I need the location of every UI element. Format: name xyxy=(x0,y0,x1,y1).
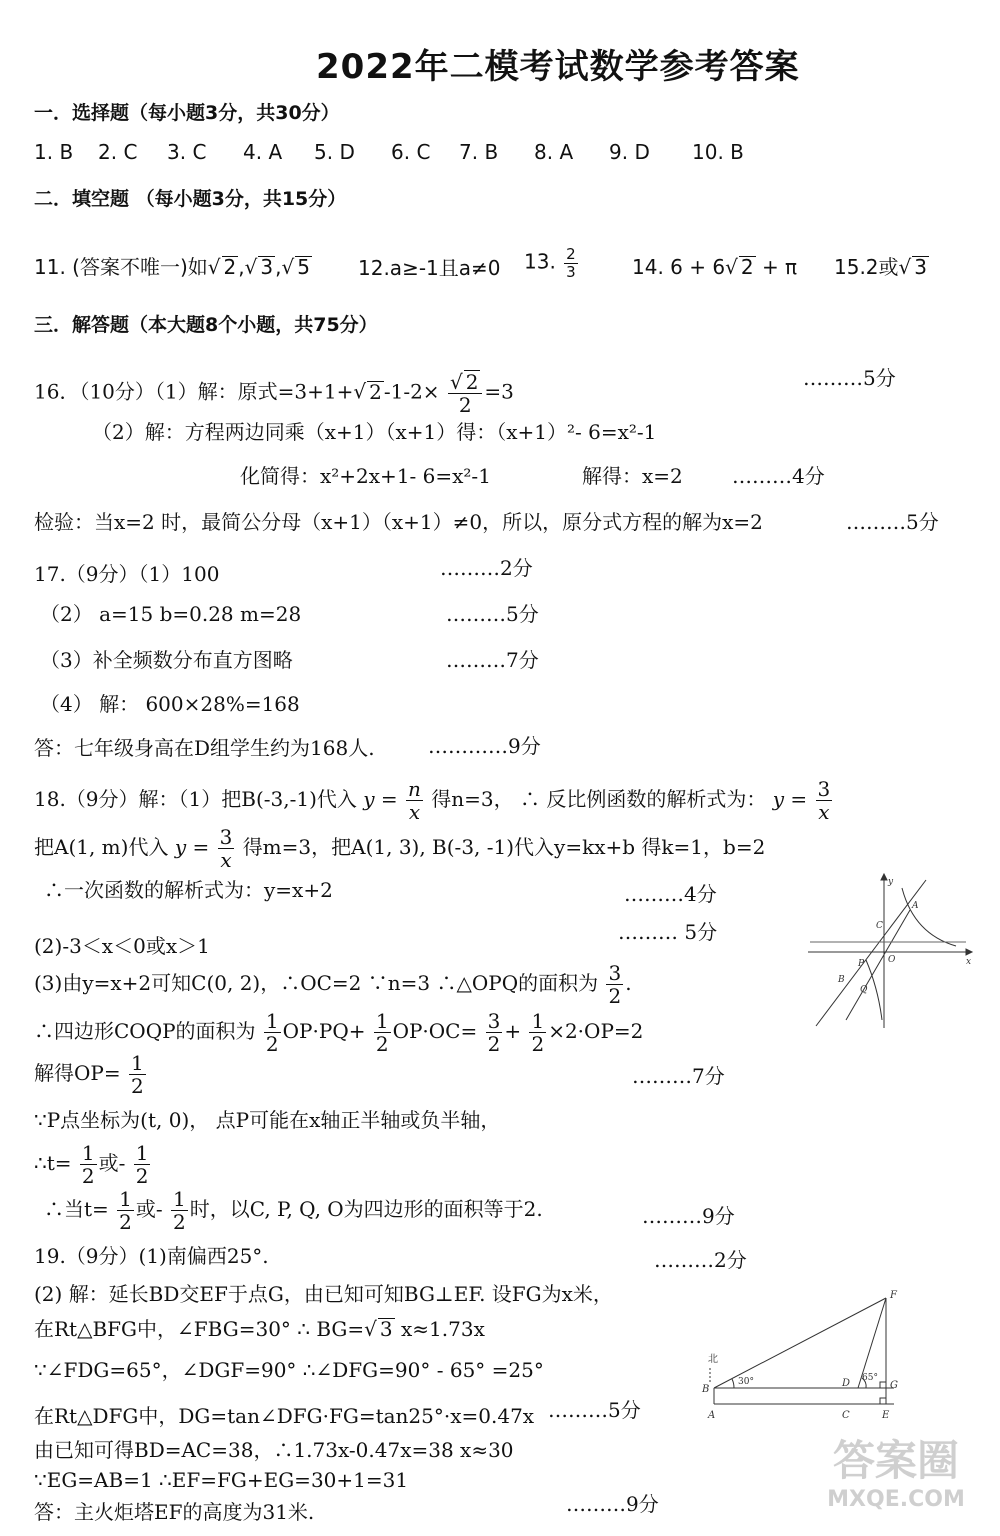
fraction-denominator: 2 xyxy=(458,393,472,417)
answer-13 xyxy=(524,246,580,280)
score-mark: ……… 5分 xyxy=(618,920,718,944)
q17-line2: （2） a=15 b=0.28 m=28 xyxy=(40,602,302,626)
fraction-numerator: 1 xyxy=(130,1051,144,1075)
fig18-label-y: y xyxy=(888,877,894,887)
q17-line1: 17.（9分）（1）100 xyxy=(34,562,220,586)
choice-answer: 9. D xyxy=(609,140,650,164)
q16-line1-c: =3 xyxy=(484,379,514,404)
fig19-label-a: A xyxy=(708,1410,716,1421)
score-mark: ………2分 xyxy=(440,556,533,580)
answer-14: 14. 6 + 6√ 2 + π xyxy=(632,255,798,279)
fig19-north-label: 北 xyxy=(708,1354,718,1365)
score-mark: ………9分 xyxy=(566,1492,659,1516)
score-mark: ………5分 xyxy=(803,366,896,390)
section-heading-solve: 三．解答题（本大题8个小题，共75分） xyxy=(34,314,378,336)
watermark-logo xyxy=(806,1436,986,1526)
fig19-angle-30: 30° xyxy=(738,1377,754,1387)
choice-answer: 2. C xyxy=(98,140,138,164)
sqrt-2: 2 xyxy=(740,255,754,279)
fraction-numerator: 3 xyxy=(487,1009,501,1033)
answer-12: 12.a≥-1且a≠0 xyxy=(358,256,501,280)
q18-line7 xyxy=(34,1052,148,1097)
section-heading-fill: 二．填空题 （每小题3分，共15分） xyxy=(34,188,347,210)
q16-line1-a: 16．（10分）（1）解：原式=3+1+ xyxy=(34,379,354,404)
choice-answer: 5. D xyxy=(314,140,355,164)
fig18-label-q: Q xyxy=(860,985,868,995)
q17-line5: 答：七年级身高在D组学生约为168人. xyxy=(34,736,375,760)
fraction-numerator: 1 xyxy=(531,1009,545,1033)
choice-answer: 10. B xyxy=(692,140,744,164)
fraction-denominator: 2 xyxy=(173,1210,186,1234)
fraction-denominator: 2 xyxy=(265,1032,279,1056)
score-mark: ………5分 xyxy=(446,602,539,626)
watermark-url: MXQE.COM xyxy=(827,1487,965,1512)
answer-14-text: 14. 6 + 6 xyxy=(632,255,726,279)
fraction-numerator: 2 xyxy=(566,245,576,263)
q18-line9 xyxy=(34,1142,152,1187)
q18-line10-c: 时，以C, P, Q, O为四边形的面积等于2. xyxy=(189,1197,543,1221)
q19-line2: (2) 解：延长BD交EF于点G，由已知可知BG⊥EF. 设FG为x米， xyxy=(34,1282,613,1306)
fraction-denominator: 2 xyxy=(608,984,622,1008)
choice-answer: 3. C xyxy=(167,140,207,164)
fraction-numerator: 1 xyxy=(265,1009,279,1033)
score-mark: ………5分 xyxy=(846,510,939,534)
fraction-numerator: 1 xyxy=(135,1141,149,1165)
q16-line1-b: -1-2× xyxy=(383,379,440,404)
page-title: 2022年二模考试数学参考答案 xyxy=(316,47,800,87)
fig19-label-b: B xyxy=(702,1384,710,1395)
q17-line4: （4） 解： 600×28%=168 xyxy=(40,692,300,716)
fraction-numerator: 1 xyxy=(173,1187,186,1211)
equation-y: y = xyxy=(772,787,808,811)
q19-line3-a: 在Rt△BFG中，∠FBG=30° ∴ BG= xyxy=(34,1317,365,1341)
score-mark: ………4分 xyxy=(732,464,825,488)
q18-line9-b: 或- xyxy=(98,1151,126,1175)
sqrt-2: 2 xyxy=(369,379,382,404)
q17-line3: （3）补全频数分布直方图略 xyxy=(40,648,293,672)
fraction-denominator: 2 xyxy=(487,1032,501,1056)
q16-line2: （2）解：方程两边同乘（x+1）（x+1）得：（x+1）²- 6=x²-1 xyxy=(92,420,657,444)
q18-line1-a: 18.（9分）解：（1）把B(-3,-1)代入 xyxy=(34,787,357,811)
q16-line4: 检验：当x=2 时，最简公分母（x+1）（x+1）≠0，所以，原分式方程的解为x=2 xyxy=(34,510,763,534)
score-mark: ………2分 xyxy=(654,1248,747,1272)
fraction-numerator: n xyxy=(408,777,421,801)
score-mark: ………4分 xyxy=(624,882,717,906)
answer-15-text: 15.2或 xyxy=(834,255,899,279)
choice-answer: 6. C xyxy=(391,140,431,164)
q19-line1: 19.（9分）(1)南偏西25°. xyxy=(34,1244,269,1268)
q16-line3-result: 解得：x=2 xyxy=(582,464,683,488)
fraction-numerator: 1 xyxy=(119,1187,132,1211)
fraction-numerator: 1 xyxy=(375,1009,389,1033)
fraction-denominator: 2 xyxy=(81,1164,95,1188)
q18-line2-a: 把A(1, m)代入 xyxy=(34,835,169,859)
q18-line10 xyxy=(44,1188,543,1233)
q18-line6-e: ×2·OP=2 xyxy=(548,1019,644,1043)
fraction-denominator: x xyxy=(818,800,830,824)
fig18-label-c: C xyxy=(876,921,883,931)
equation-y: y = xyxy=(174,835,210,859)
sqrt-2: 2 xyxy=(465,370,479,394)
q19-line6: 由已知可得BD=AC=38，∴1.73x-0.47x=38 x≈30 xyxy=(34,1438,514,1462)
fraction-numerator: 3 xyxy=(219,825,233,849)
q18-line1 xyxy=(34,778,834,823)
q18-line6-c: OP·OC= xyxy=(392,1019,478,1043)
fraction-numerator: 1 xyxy=(81,1141,95,1165)
fig19-label-f: F xyxy=(890,1290,897,1301)
fraction-denominator: 2 xyxy=(130,1074,144,1098)
sqrt-3: 3 xyxy=(914,255,928,279)
score-mark: ………9分 xyxy=(642,1204,735,1228)
fig18-label-b: B xyxy=(838,975,845,985)
fig19-label-c: C xyxy=(842,1410,850,1421)
q18-line5-a: (3)由y=x+2可知C(0, 2)，∴OC=2 ∵n=3 ∴△OPQ的面积为 xyxy=(34,971,599,995)
fraction-denominator: 2 xyxy=(135,1164,149,1188)
score-mark: …………9分 xyxy=(428,734,541,758)
choice-answer: 7. B xyxy=(459,140,499,164)
q18-line1-b: 得n=3， ∴ 反比例函数的解析式为： xyxy=(431,787,767,811)
q18-line5: (3)由y=x+2可知C(0, 2)，∴OC=2 ∵n=3 ∴△OPQ的面积为 $\frac{3}{2}$ . xyxy=(34,961,632,1008)
fraction-denominator: 2 xyxy=(119,1210,132,1234)
fraction-numerator: 3 xyxy=(608,961,622,985)
answer-13-label: 13. xyxy=(524,249,556,274)
sqrt-3: 3 xyxy=(260,255,274,279)
q18-line7-text: 解得OP= xyxy=(34,1061,121,1085)
section-heading-choice: 一．选择题（每小题3分，共30分） xyxy=(34,102,340,124)
sqrt-2: 2 xyxy=(223,255,237,279)
fig18-label-p: P xyxy=(858,959,865,969)
q18-line2 xyxy=(34,826,765,871)
q16-line1: 16．（10分）（1）解：原式=3+1+√ 2 -1-2× $\frac{√ 2}{2}$ =3 xyxy=(34,370,514,417)
q18-line10-a: ∴当t= xyxy=(44,1197,109,1221)
q16-line3: 化简得：x²+2x+1- 6=x²-1 xyxy=(240,464,491,488)
q18-line8: ∵P点坐标为(t, 0)， 点P可能在x轴正半轴或负半轴， xyxy=(34,1108,501,1132)
score-mark: ………5分 xyxy=(548,1398,641,1422)
answer-15: 15.2或√ 3 xyxy=(834,255,928,279)
score-mark: ………7分 xyxy=(632,1064,725,1088)
q19-line4: ∵∠FDG=65°，∠DGF=90° ∴∠DFG=90° - 65° =25° xyxy=(34,1358,544,1382)
answer-14-tail: + π xyxy=(761,255,798,279)
sqrt-5: 5 xyxy=(297,255,310,279)
fraction-denominator: x xyxy=(220,848,232,872)
q18-line9-a: ∴t= xyxy=(34,1151,72,1175)
choice-answer: 8. A xyxy=(534,140,574,164)
fraction-denominator: x xyxy=(408,800,421,824)
fig18-label-x: x xyxy=(966,957,972,967)
fraction-denominator: 2 xyxy=(531,1032,545,1056)
fig18-label-o: O xyxy=(888,955,896,965)
q18-line3: ∴一次函数的解析式为：y=x+2 xyxy=(44,878,333,902)
q19-line8: 答：主火炬塔EF的高度为31米. xyxy=(34,1500,315,1524)
q19-tower-figure xyxy=(690,1284,920,1424)
fraction-numerator: 3 xyxy=(817,777,831,801)
watermark-text: 答案圈 xyxy=(832,1436,959,1485)
fig19-label-e: E xyxy=(882,1410,890,1421)
score-mark: ………7分 xyxy=(446,648,539,672)
fraction-denominator: 3 xyxy=(566,262,576,281)
sqrt-3: 3 xyxy=(379,1317,393,1341)
q18-line2-b: 得m=3，把A(1, 3), B(-3, -1)代入y=kx+b 得k=1，b=2 xyxy=(242,835,766,859)
q19-line3: 在Rt△BFG中，∠FBG=30° ∴ BG=√ 3 x≈1.73x xyxy=(34,1317,485,1341)
fraction-denominator: 2 xyxy=(375,1032,389,1056)
q19-line7: ∵EG=AB=1 ∴EF=FG+EG=30+1=31 xyxy=(34,1468,409,1492)
answer-11: 11. (答案不唯一)如√ 2 ,√ 3 ,√ 5 xyxy=(34,255,310,279)
answer-11-text: 11. (答案不唯一)如 xyxy=(34,255,208,279)
q19-line3-b: x≈1.73x xyxy=(401,1317,485,1341)
fig19-angle-65: 65° xyxy=(862,1373,878,1383)
choice-answer: 4. A xyxy=(243,140,283,164)
q18-line6-a: ∴四边形COQP的面积为 xyxy=(34,1019,256,1043)
choice-answer: 1. B xyxy=(34,140,74,164)
fig18-label-a: A xyxy=(912,901,919,911)
q18-line4: (2)-3＜x＜0或x＞1 xyxy=(34,934,210,958)
q18-line6-d: + xyxy=(504,1019,522,1043)
q18-line6-b: OP·PQ+ xyxy=(282,1019,366,1043)
q18-line10-b: 或- xyxy=(135,1197,163,1221)
equation-y: y = xyxy=(363,787,398,811)
fig19-label-d: D xyxy=(842,1378,851,1389)
q19-line5: 在Rt△DFG中，DG=tan∠DFG·FG=tan25°·x=0.47x xyxy=(34,1404,535,1428)
fig19-label-g: G xyxy=(890,1380,898,1391)
q18-coordinate-figure xyxy=(806,870,976,1030)
q18-line6 xyxy=(34,1010,643,1055)
